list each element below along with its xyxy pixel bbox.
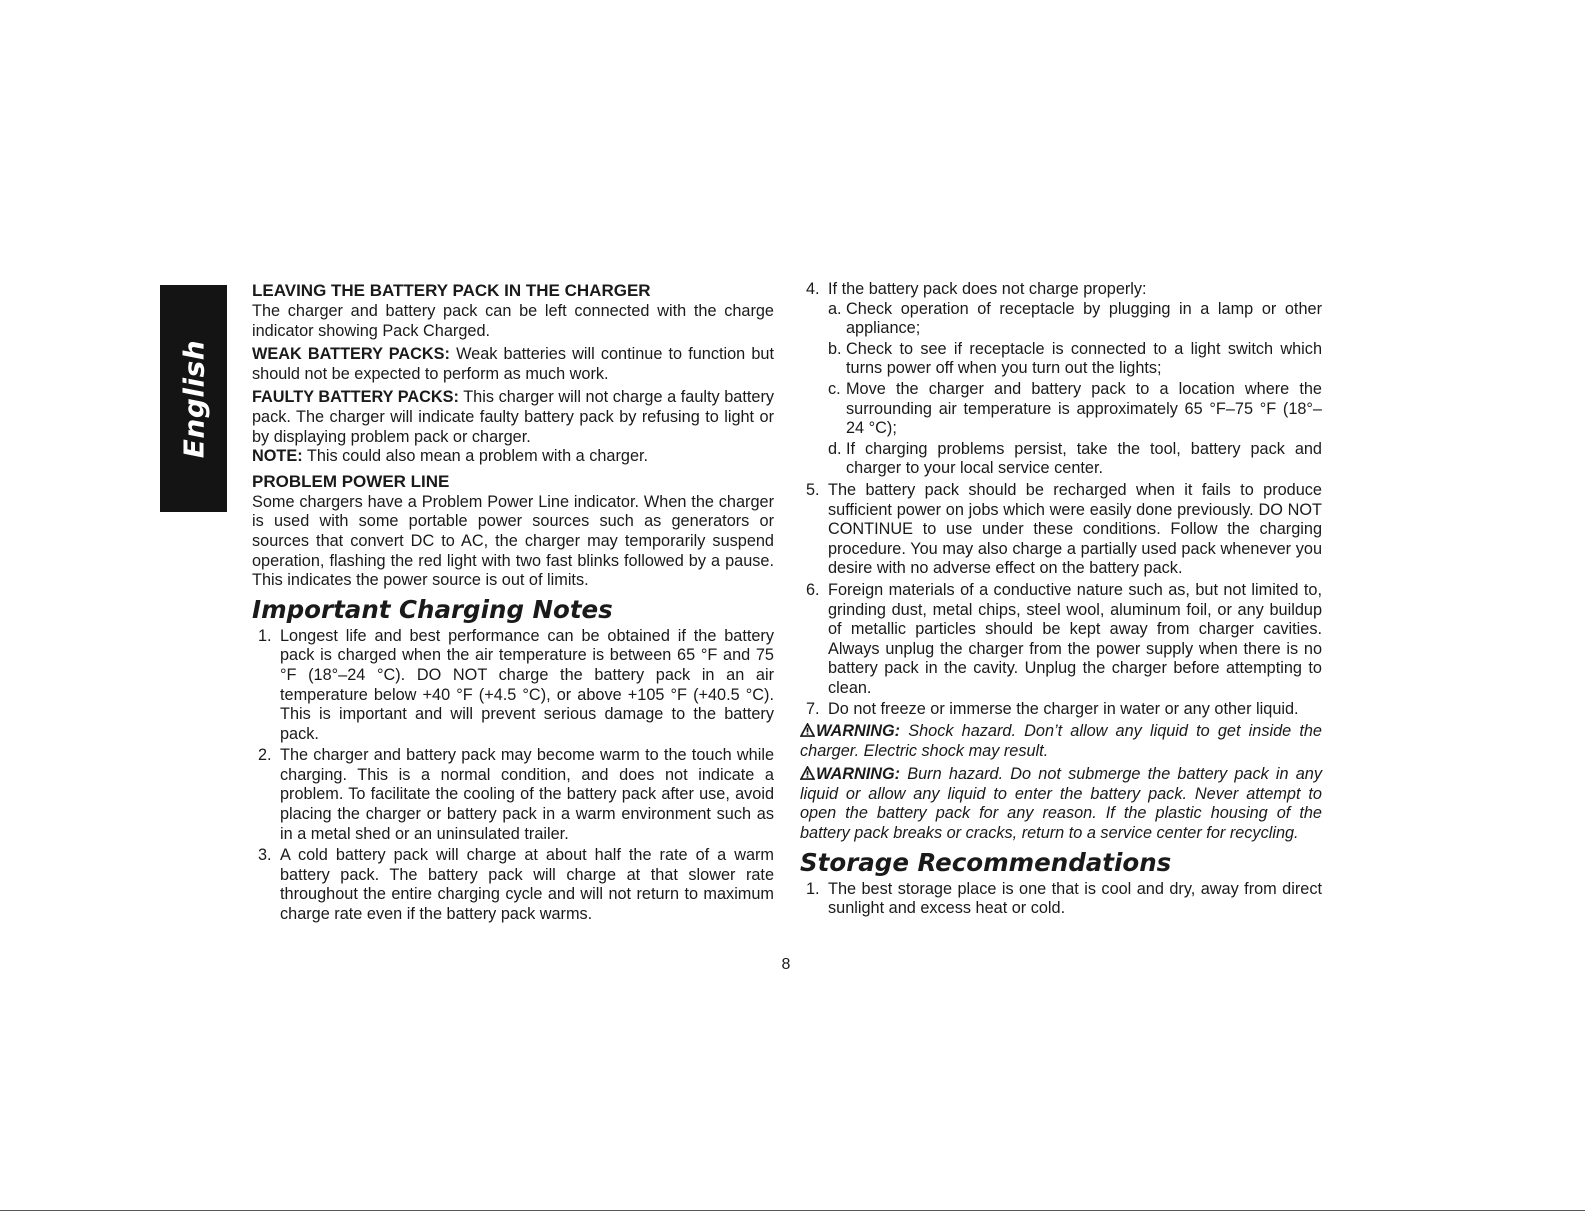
faulty-battery-paragraph	[252, 388, 774, 447]
language-tab	[160, 285, 227, 512]
warning-triangle-icon	[800, 766, 815, 780]
list-item-text: Foreign materials of a conductive nature such as, but not limited to, grinding dust, metal chips, steel wool, aluminum foil, or any buildup of metallic particles should be kept away from charger cavities. Always unplug the charger from the power supply when there is no battery pack in the cavity. Unplug the charger before attempting to clean.	[828, 580, 1322, 697]
list-item	[800, 481, 1322, 579]
note-paragraph	[252, 447, 774, 467]
sub-list-item	[828, 440, 1322, 479]
sub-list-item-text: Check to see if receptacle is connected to a light switch which turns power off when you turn out the lights;	[846, 339, 1322, 378]
burn-warning	[800, 765, 1322, 843]
list-item-text: Longest life and best performance can be obtained if the battery pack is charged when the air temperature is between 65 °F and 75 °F (18°–24 °C). DO NOT charge the battery pack in an air temperature below +40 °F (+4.5 °C), or above +105 °F (+40.5 °C). This is important and will prevent serious damage to the battery pack.	[280, 626, 774, 743]
sub-list-item	[828, 340, 1322, 379]
charging-notes-list-continued	[800, 280, 1322, 720]
sub-list-item-letter: d.	[828, 439, 842, 458]
list-item-text: A cold battery pack will charge at about half the rate of a warm battery pack. The battery pack will charge at that slower rate throughout the entire charging cycle and will not return to maximum charge rate even if the battery pack warms.	[280, 846, 774, 924]
page-number: 8	[781, 956, 791, 973]
list-item-number: 1.	[806, 879, 820, 898]
bottom-rule	[0, 1210, 1585, 1211]
list-item-number: 6.	[806, 580, 820, 599]
faulty-battery-text: This charger will not charge a faulty battery pack. The charger will indicate faulty battery pack by refusing to light or by displaying problem pack or charger.	[252, 388, 775, 446]
leaving-heading: LEAVING THE BATTERY PACK IN THE CHARGER	[252, 281, 651, 300]
list-item	[252, 627, 774, 745]
sub-list-item-text: Check operation of receptacle by plugging in a lamp or other appliance;	[846, 299, 1322, 338]
list-item-text: If the battery pack does not charge properly:	[828, 280, 1147, 298]
list-item	[800, 581, 1322, 699]
charging-notes-list	[252, 627, 774, 925]
sub-list-item	[828, 300, 1322, 339]
right-column	[800, 280, 1322, 921]
list-item	[800, 700, 1322, 720]
list-item-text: Do not freeze or immerse the charger in water or any other liquid.	[828, 700, 1299, 719]
problem-power-line-heading: PROBLEM POWER LINE	[252, 471, 450, 491]
list-item-number: 7.	[806, 700, 820, 719]
important-charging-notes-heading: Important Charging Notes	[252, 594, 613, 624]
list-item-number: 2.	[258, 746, 272, 765]
note-text: This could also mean a problem with a charger.	[302, 447, 649, 466]
list-item-text: The battery pack should be recharged when it fails to produce sufficient power on jobs which were easily done previously. DO NOT CONTINUE to use under these conditions. Follow the charging procedure. You may also charge a partially used pack whenever you desire with no adverse effect on the battery pack.	[828, 480, 1322, 578]
shock-warning	[800, 722, 1322, 761]
list-item	[800, 880, 1322, 919]
faulty-battery-label: FAULTY BATTERY PACKS:	[252, 388, 459, 407]
list-item-text: The best storage place is one that is cool and dry, away from direct sunlight and excess heat or cold.	[828, 879, 1322, 918]
warning-label: WARNING:	[816, 765, 901, 784]
list-item	[252, 746, 774, 844]
sub-list-item-letter: a.	[828, 299, 842, 318]
sub-list-item-text: Move the charger and battery pack to a location where the surrounding air temperature is approximately 65 °F–75 °F (18°–24 °C);	[846, 379, 1322, 438]
warning-text: Burn hazard. Do not submerge the battery pack in any liquid or allow any liquid to enter the battery pack. Never attempt to open the battery pack for any reason. If the plastic housing of the battery pack breaks or cracks, return to a service center for recycling.	[800, 765, 1322, 843]
sub-list-item	[828, 380, 1322, 439]
note-label: NOTE:	[252, 447, 303, 466]
list-item	[800, 280, 1322, 479]
leaving-text: The charger and battery pack can be left connected with the charge indicator showing Pack Charged.	[252, 302, 774, 340]
troubleshooting-sublist	[828, 300, 1322, 479]
list-item-text: The charger and battery pack may become warm to the touch while charging. This is a normal condition, and does not indicate a problem. To facilitate the cooling of the battery pack after use, avoid placing the charger or battery pack in a warm environment such as in a metal shed or an uninsulated trailer.	[280, 746, 774, 843]
language-tab-label: English	[177, 339, 210, 458]
left-column	[252, 280, 774, 927]
list-item-number: 5.	[806, 480, 820, 499]
storage-recommendations-heading: Storage Recommendations	[800, 847, 1172, 877]
warning-label: WARNING:	[816, 722, 901, 741]
storage-list	[800, 880, 1322, 919]
sub-list-item-text: If charging problems persist, take the tool, battery pack and charger to your local service center.	[846, 439, 1322, 478]
weak-battery-label: WEAK BATTERY PACKS:	[252, 345, 450, 364]
warning-text: Shock hazard. Don’t allow any liquid to get inside the charger. Electric shock may result.	[800, 722, 1322, 760]
sub-list-item-letter: c.	[828, 379, 841, 398]
list-item	[252, 846, 774, 924]
list-item-number: 1.	[258, 626, 272, 645]
problem-power-line-text: Some chargers have a Problem Power Line indicator. When the charger is used with some portable power sources such as generators or sources that convert DC to AC, the charger may temporarily suspend operation, flashing the red light with two fast blinks followed by a pause. This indicates the power source is out of limits.	[252, 492, 774, 590]
weak-battery-paragraph	[252, 345, 774, 384]
warning-triangle-icon	[800, 723, 815, 737]
weak-battery-text: Weak batteries will continue to function but should not be expected to perform as much work.	[252, 345, 774, 383]
sub-list-item-letter: b.	[828, 339, 842, 358]
list-item-number: 3.	[258, 846, 272, 865]
list-item-number: 4.	[806, 280, 820, 298]
